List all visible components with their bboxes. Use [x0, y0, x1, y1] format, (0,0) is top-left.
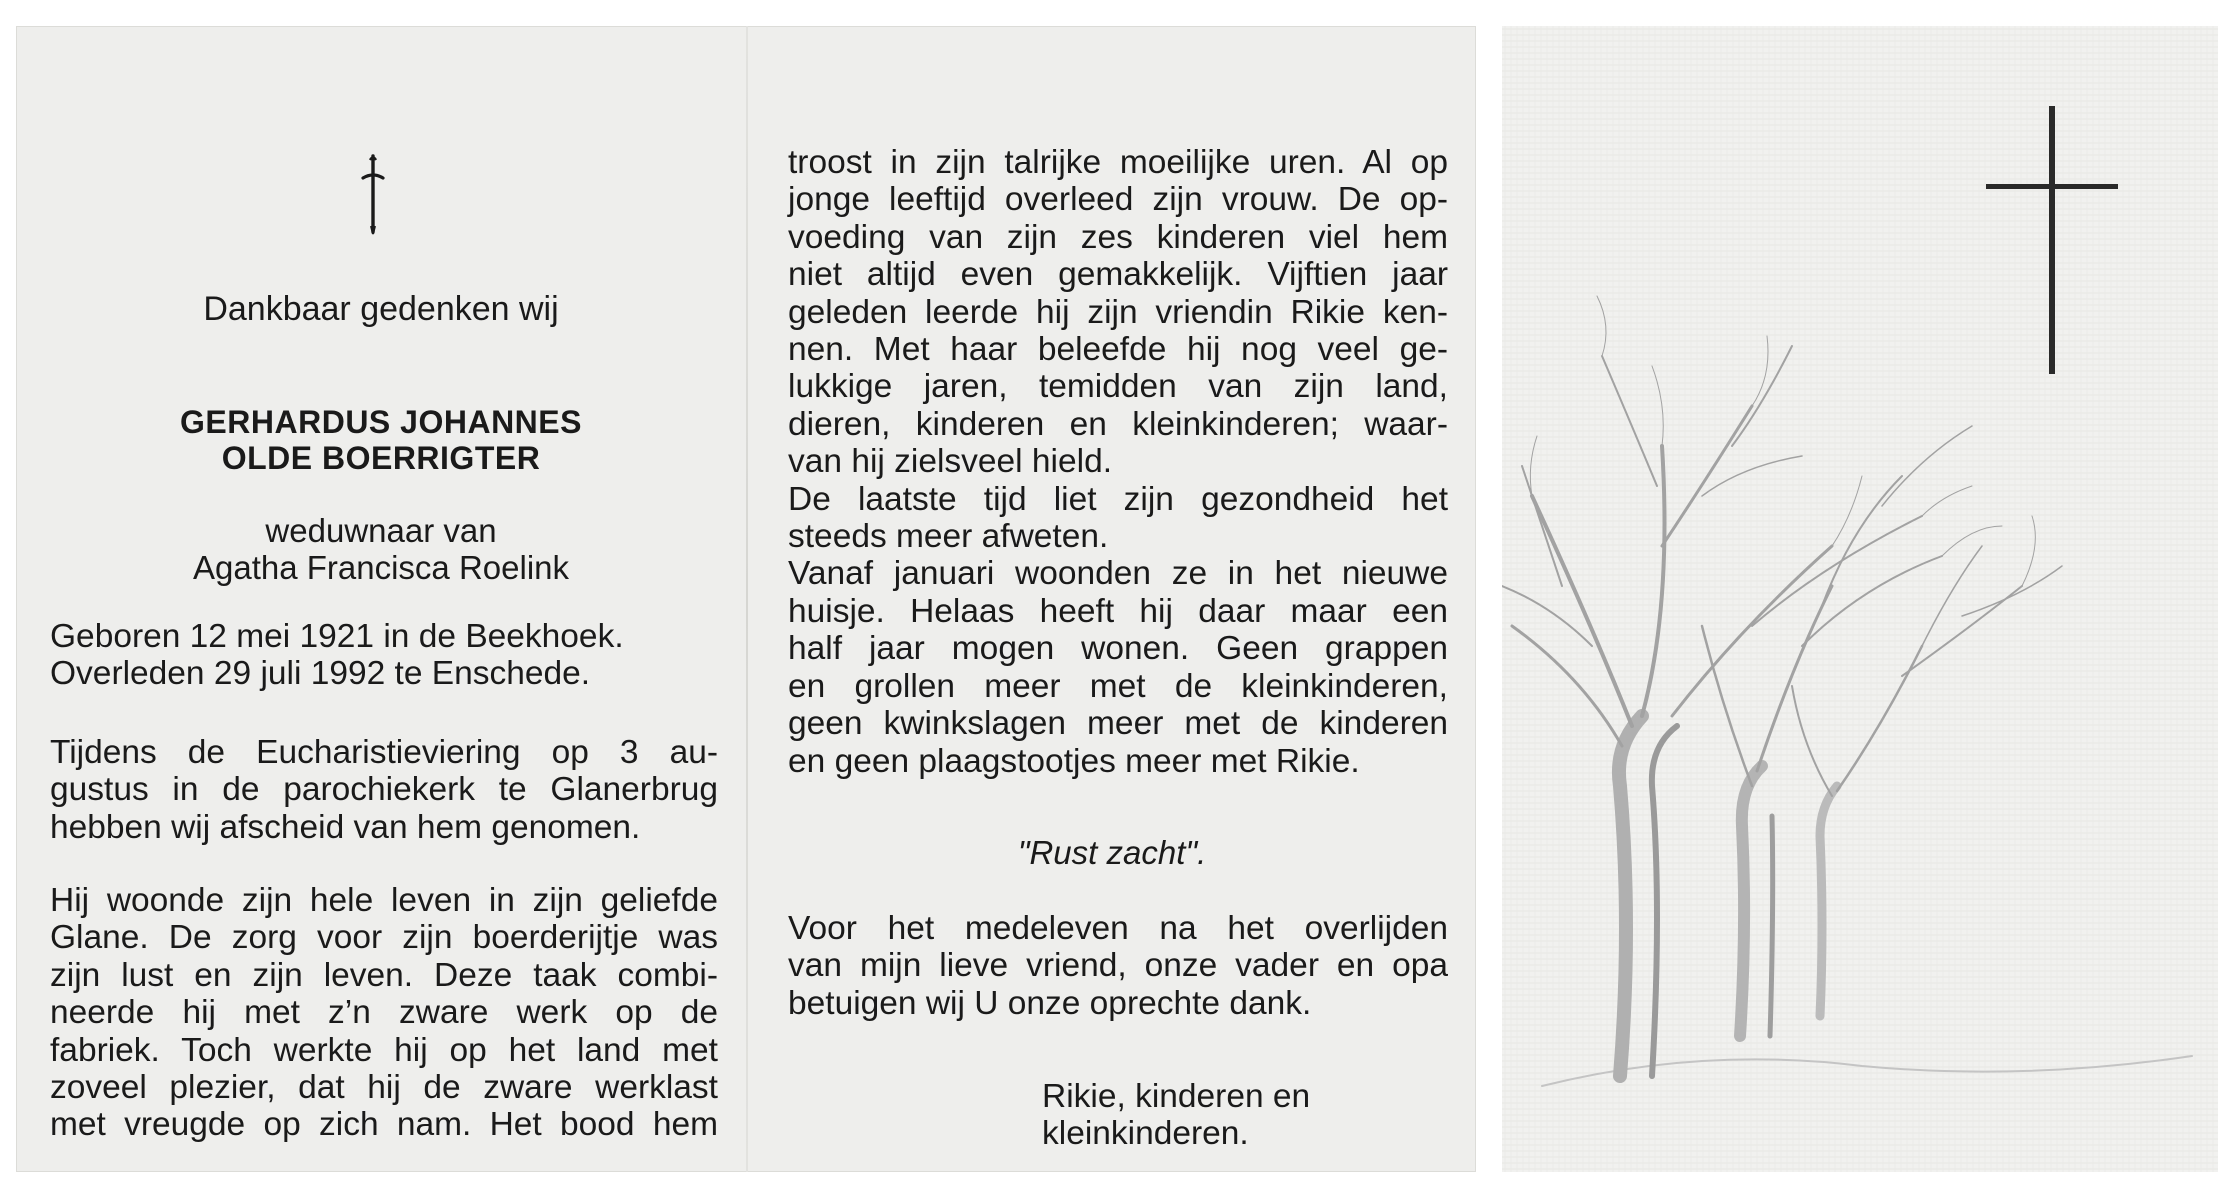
health-line: steeds meer afweten.: [788, 518, 1109, 556]
name-line-1: GERHARDUS JOHANNES: [180, 404, 582, 440]
small-cross-icon: [358, 152, 388, 236]
house-line: huisje. Helaas heeft hij daar maar een: [788, 592, 1448, 630]
birth-death-dates: [50, 618, 718, 693]
continued-line: dieren, kinderen en kleinkinderen; waar-: [788, 405, 1448, 443]
life-line: Glane. De zorg voor zijn boerderijtje was: [50, 919, 718, 957]
health-line: De laatste tijd liet zijn gezondheid het: [788, 480, 1448, 518]
life-line: zoveel plezier, dat hij de zware werklast: [50, 1069, 718, 1107]
life-line: neerde hij met z’n zware werk op de: [50, 994, 718, 1032]
thanks-line: van mijn lieve vriend, onze vader en opa: [788, 947, 1448, 985]
spouse-name: Agatha Francisca Roelink: [192, 549, 570, 586]
widower-of: [16, 512, 746, 586]
rest-in-peace-quote: "Rust zacht".: [1017, 834, 1207, 871]
continued-line: nen. Met haar beleefde hij nog veel ge-: [788, 331, 1448, 369]
mass-line: gustus in de parochiekerk te Glanerbrug: [50, 771, 718, 809]
life-line: zijn lust en zijn leven. Deze taak combi-: [50, 956, 718, 994]
signoff-line: Rikie, kinderen en: [1042, 1078, 1311, 1115]
signoff-line: kleinkinderen.: [1042, 1115, 1249, 1152]
life-line: met vreugde op zich nam. Het bood hem: [50, 1106, 718, 1144]
house-line: en grollen meer met de kleinkinderen,: [788, 667, 1448, 705]
widow-line-1: weduwnaar van: [265, 512, 497, 549]
thanks-paragraph: [788, 910, 1448, 1022]
continued-paragraph: [788, 144, 1448, 780]
life-paragraph: [50, 882, 718, 1144]
house-line: Vanaf januari woonden ze in het nieuwe: [788, 555, 1448, 593]
name-line-2: OLDE BOERRIGTER: [221, 440, 541, 476]
life-line: fabriek. Toch werkte hij op het land met: [50, 1031, 718, 1069]
inside-right-panel: [748, 26, 1476, 1172]
house-line: geen kwinkslagen meer met de kinderen: [788, 705, 1448, 743]
thanks-line: Voor het medeleven na het overlijden: [788, 910, 1448, 947]
thanks-line: betuigen wij U onze oprechte dank.: [788, 984, 1312, 1022]
memorial-card-inside: [16, 26, 1476, 1172]
memorial-card-front: [1502, 26, 2218, 1172]
intro-text: Dankbaar gedenken wij: [203, 290, 559, 328]
bare-trees-drawing: [1502, 26, 2218, 1172]
deceased-name: [16, 404, 746, 476]
continued-line: niet altijd even gemakkelijk. Vijftien jaar: [788, 256, 1448, 294]
life-line: Hij woonde zijn hele leven in zijn geliefde: [50, 882, 718, 919]
mass-line: Tijdens de Eucharistieviering op 3 au-: [50, 734, 718, 771]
continued-line: jonge leeftijd overleed zijn vrouw. De op-: [788, 181, 1448, 219]
continued-line: geleden leerde hij zijn vriendin Rikie ken-: [788, 293, 1448, 331]
continued-line: lukkige jaren, temidden van zijn land,: [788, 368, 1448, 406]
born-line: Geboren 12 mei 1921 in de Beekhoek.: [50, 618, 624, 655]
continued-line: troost in zijn talrijke moeilijke uren. Al op: [788, 144, 1448, 181]
continued-line: voeding van zijn zes kinderen viel hem: [788, 218, 1448, 256]
mass-line: hebben wij afscheid van hem genomen.: [50, 808, 641, 846]
inside-left-panel: [16, 26, 746, 1172]
died-line: Overleden 29 juli 1992 te Enschede.: [50, 655, 591, 693]
continued-line: van hij zielsveel hield.: [788, 443, 1113, 481]
mass-paragraph: [50, 734, 718, 846]
signoff: [1042, 1078, 1310, 1152]
house-line: half jaar mogen wonen. Geen grappen: [788, 630, 1448, 668]
house-line: en geen plaagstootjes meer met Rikie.: [788, 742, 1360, 780]
